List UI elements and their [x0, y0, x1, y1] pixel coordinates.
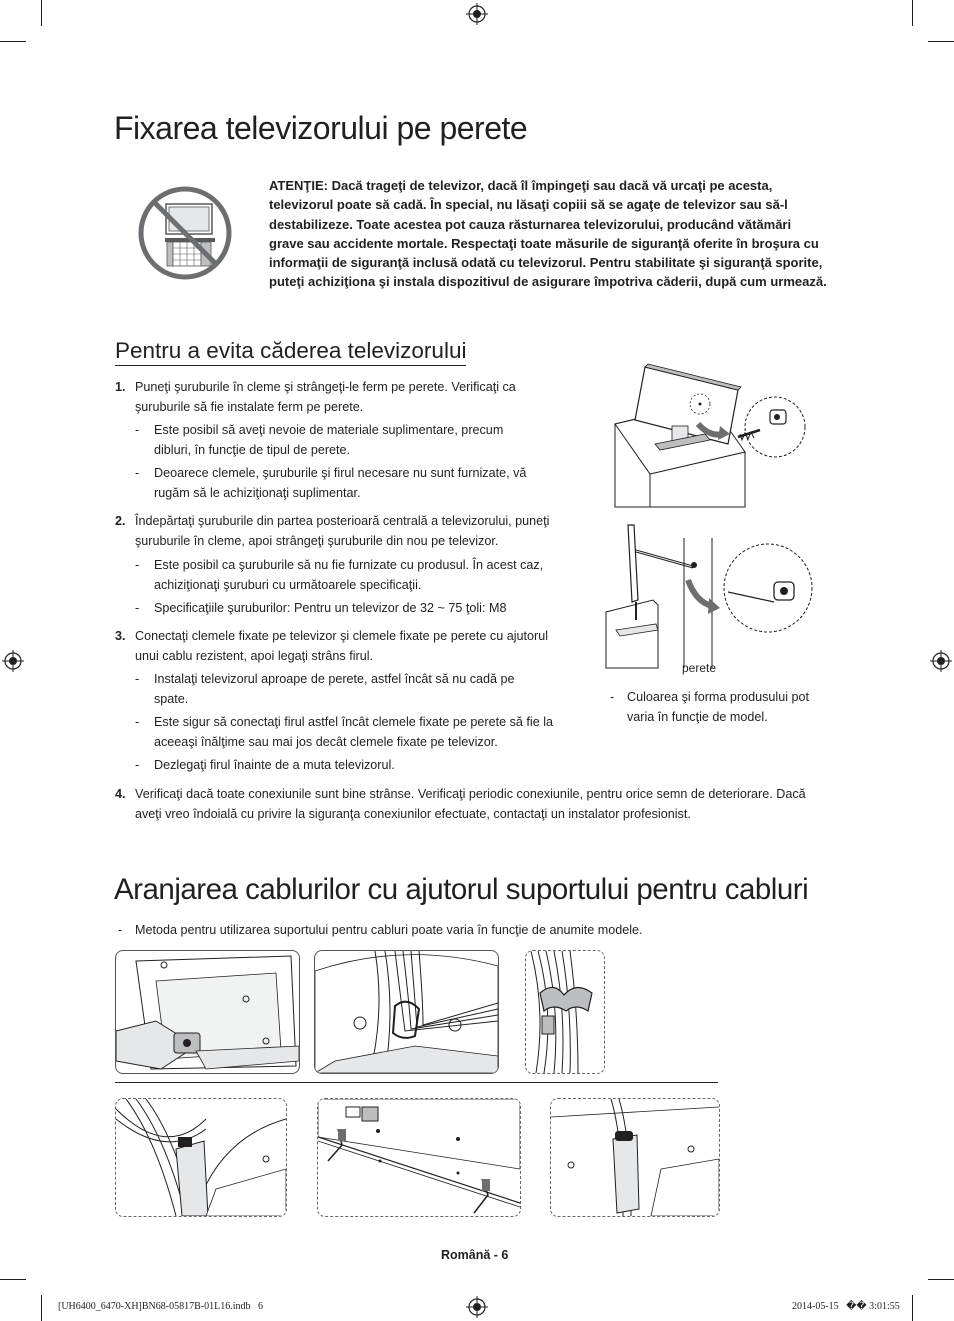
page-number: Română - 6 [441, 1248, 509, 1262]
registration-mark-icon [930, 650, 952, 672]
registration-mark-icon [466, 1296, 488, 1318]
crop-mark [912, 1295, 913, 1321]
crop-mark [0, 41, 26, 42]
step-text: Puneţi şuruburile în cleme şi strângeţi-le ferm pe perete. Verificaţi ca şuruburile să fie instalate ferm pe perete. [135, 380, 516, 414]
dash-bullet: - [135, 558, 140, 572]
divider-line [115, 1082, 718, 1083]
sub-item-text: Este sigur să conectaţi firul astfel încât clemele fixate pe perete să fie la aceeaşi înălţime sau mai jos decât clemele fixate pe televizor. [154, 715, 554, 749]
step-number: 4. [115, 787, 126, 801]
sub-item-text: Dezlegaţi firul înainte de a muta televizorul. [154, 758, 395, 772]
crop-mark [41, 1295, 42, 1321]
dash-bullet: - [135, 715, 140, 729]
warning-paragraph: ATENŢIE: Dacă trageţi de televizor, dacă îl împingeţi sau dacă vă urcaţi pe acesta, televizorul poate să cadă. În special, nu lăsaţi copiii să se agaţe de televizor sau să-l destabilizeze. Toate acestea pot cauza răsturnarea televizorului, producând vătămări grave sau accidente mortale. Respectaţi toate măsurile de siguranţă oferite în broşura cu informaţii de siguranţă inclusă odată cu televizorul. Pentru stabilitate şi siguranţă sporite, puteţi achiziţiona şi instala dispozitivul de asigurare împotriva căderii, după cum urmează. [269, 178, 827, 290]
section-title-cable-management: Aranjarea cablurilor cu ajutorul suportului pentru cabluri [114, 873, 809, 906]
instruction-list-continued [115, 785, 825, 830]
sub-item-text: Instalaţi televizorul aproape de perete, astfel încât să nu cadă pe spate. [154, 672, 515, 706]
crop-mark [928, 41, 954, 42]
dash-bullet: - [135, 423, 140, 437]
dash-bullet: - [135, 466, 140, 480]
cable-holder-step-4-image [115, 1098, 287, 1217]
footer-timestamp: 2014-05-15 �� 3:01:55 [792, 1301, 900, 1312]
dash-bullet: - [118, 923, 123, 937]
dash-bullet: - [135, 601, 140, 615]
no-climbing-warning-icon [138, 186, 232, 280]
dash-bullet: - [135, 758, 140, 772]
cable-holder-step-2-image [314, 950, 499, 1074]
section2-note-text: Metoda pentru utilizarea suportului pentru cabluri poate varia în funcţie de anumite modele. [135, 923, 643, 937]
step-text: Conectaţi clemele fixate pe televizor şi clemele fixate pe perete cu ajutorul unui cablu rezistent, apoi legaţi strâns firul. [135, 629, 549, 663]
footer-file-info: [UH6400_6470-XH]BN68-05817B-01L16.indb 6 [58, 1301, 263, 1312]
cable-holder-step-1-image [115, 950, 300, 1074]
sub-item-text: Deoarece clemele, şuruburile şi firul necesare nu sunt furnizate, vă rugăm să le achiziţionaţi suplimentar. [154, 466, 527, 500]
wall-anchor-side-illustration [598, 520, 818, 670]
figure-note-text: Culoarea şi forma produsului pot varia în funcţie de model. [627, 690, 810, 724]
sub-item-text: Este posibil să aveţi nevoie de materiale suplimentare, precum dibluri, în funcţie de tipul de perete. [154, 423, 504, 457]
crop-mark [912, 0, 913, 26]
crop-mark [0, 1279, 26, 1280]
registration-mark-icon [466, 3, 488, 25]
step-number: 1. [115, 380, 126, 394]
crop-mark [41, 0, 42, 26]
registration-mark-icon [2, 650, 24, 672]
tv-stand-clamp-illustration [610, 362, 810, 512]
wall-label: perete [682, 661, 717, 675]
sub-item-text: Specificaţiile şuruburilor: Pentru un televizor de 32 ~ 75 ţoli: M8 [154, 601, 507, 615]
step-text: Verificaţi dacă toate conexiunile sunt bine strânse. Verificaţi periodic conexiunile, pentru orice semn de deteriorare. Dacă aveţi vreo îndoială cu privire la siguranţa conexiunilor efectuate, contactaţi un instalator profesionist. [135, 787, 806, 821]
cable-holder-step-3-image [525, 950, 605, 1074]
step-text: Îndepărtaţi şuruburile din partea posterioară centrală a televizorului, puneţi şuruburile în cleme, apoi strângeţi şuruburile din nou pe televizor. [135, 514, 550, 548]
page-title: Fixarea televizorului pe perete [114, 110, 528, 146]
dash-bullet: - [610, 690, 615, 704]
section-title-text: Pentru a evita căderea televizorului [115, 338, 467, 363]
sub-item-text: Este posibil ca şuruburile să nu fie furnizate cu produsul. În acest caz, achiziţionaţi şuruburi cu următoarele specificaţii. [154, 558, 544, 592]
step-number: 3. [115, 629, 126, 643]
step-number: 2. [115, 514, 126, 528]
instruction-list [115, 378, 575, 828]
cable-holder-step-6-image [550, 1098, 720, 1217]
cable-holder-step-5-image [317, 1098, 521, 1217]
section-title-prevent-fall [115, 338, 466, 366]
crop-mark [928, 1279, 954, 1280]
dash-bullet: - [135, 672, 140, 686]
